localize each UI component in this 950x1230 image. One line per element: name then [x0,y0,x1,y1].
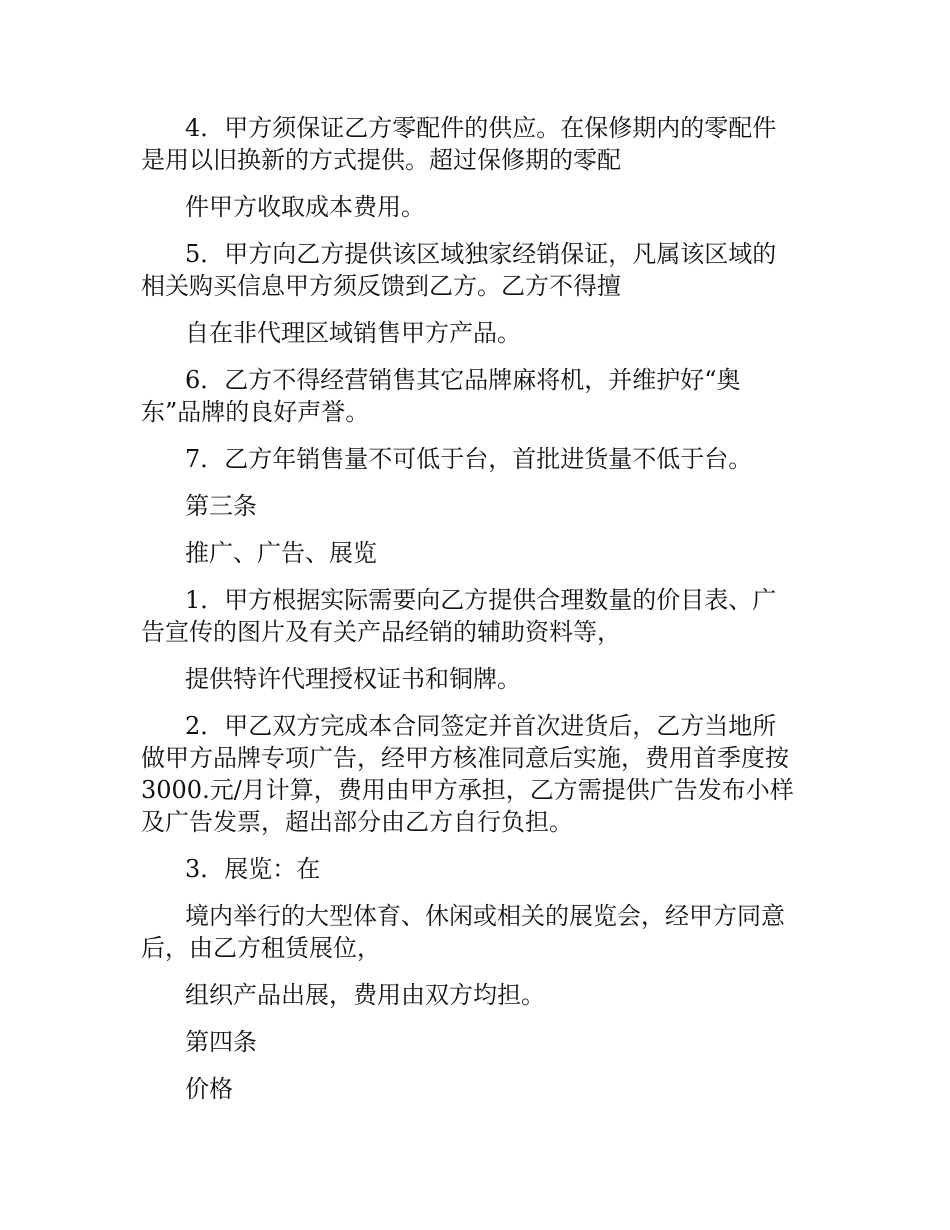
paragraph-line: 及广告发票，超出部分由乙方自行负担。 [141,808,573,836]
paragraph-line: 告宣传的图片及有关产品经销的辅助资料等， [141,618,621,646]
paragraph [141,364,821,428]
paragraph-line: 后，由乙方租赁展位， [141,934,381,962]
paragraph [141,900,821,964]
paragraph [141,663,821,695]
paragraph [141,191,821,223]
paragraph-line: 相关购买信息甲方须反馈到乙方。乙方不得擅 [141,272,621,300]
paragraph-line: 第四条 [185,1028,257,1056]
paragraph-line: 6．乙方不得经营销售其它品牌麻将机，并维护好“奥 [185,366,741,394]
paragraph [141,979,821,1011]
paragraph-line: 推广、广告、展览 [185,539,377,567]
paragraph [141,317,821,349]
paragraph [141,1073,821,1105]
paragraph-line: 2．甲乙双方完成本合同签定并首次进货后，乙方当地所 [185,712,777,740]
paragraph [141,710,821,838]
document-body [141,112,821,1105]
paragraph [141,1026,821,1058]
paragraph [141,584,821,648]
paragraph [141,443,821,475]
paragraph-line: 提供特许代理授权证书和铜牌。 [185,665,521,693]
paragraph-line: 7．乙方年销售量不可低于台，首批进货量不低于台。 [185,445,753,473]
paragraph-line: 第三条 [185,492,257,520]
paragraph [141,490,821,522]
paragraph-line: 3000.元/月计算，费用由甲方承担，乙方需提供广告发布小样 [141,776,794,804]
paragraph-line: 5．甲方向乙方提供该区域独家经销保证，凡属该区域的 [185,240,777,268]
paragraph [141,537,821,569]
paragraph [141,853,821,885]
paragraph-line: 是用以旧换新的方式提供。超过保修期的零配 [141,146,621,174]
paragraph-line: 件甲方收取成本费用。 [185,193,425,221]
paragraph-line: 组织产品出展，费用由双方均担。 [185,981,545,1009]
paragraph-line: 做甲方品牌专项广告，经甲方核准同意后实施，费用首季度按 [141,744,789,772]
paragraph-line: 1．甲方根据实际需要向乙方提供合理数量的价目表、广 [185,586,777,614]
paragraph-line: 境内举行的大型体育、休闲或相关的展览会，经甲方同意 [185,902,785,930]
paragraph [141,112,821,176]
paragraph-line: 3．展览：在 [185,855,321,883]
paragraph-line: 自在非代理区域销售甲方产品。 [185,319,521,347]
paragraph-line: 4．甲方须保证乙方零配件的供应。在保修期内的零配件 [185,114,777,142]
paragraph-line: 东”品牌的良好声誉。 [141,398,370,426]
paragraph [141,238,821,302]
paragraph-line: 价格 [185,1075,233,1103]
